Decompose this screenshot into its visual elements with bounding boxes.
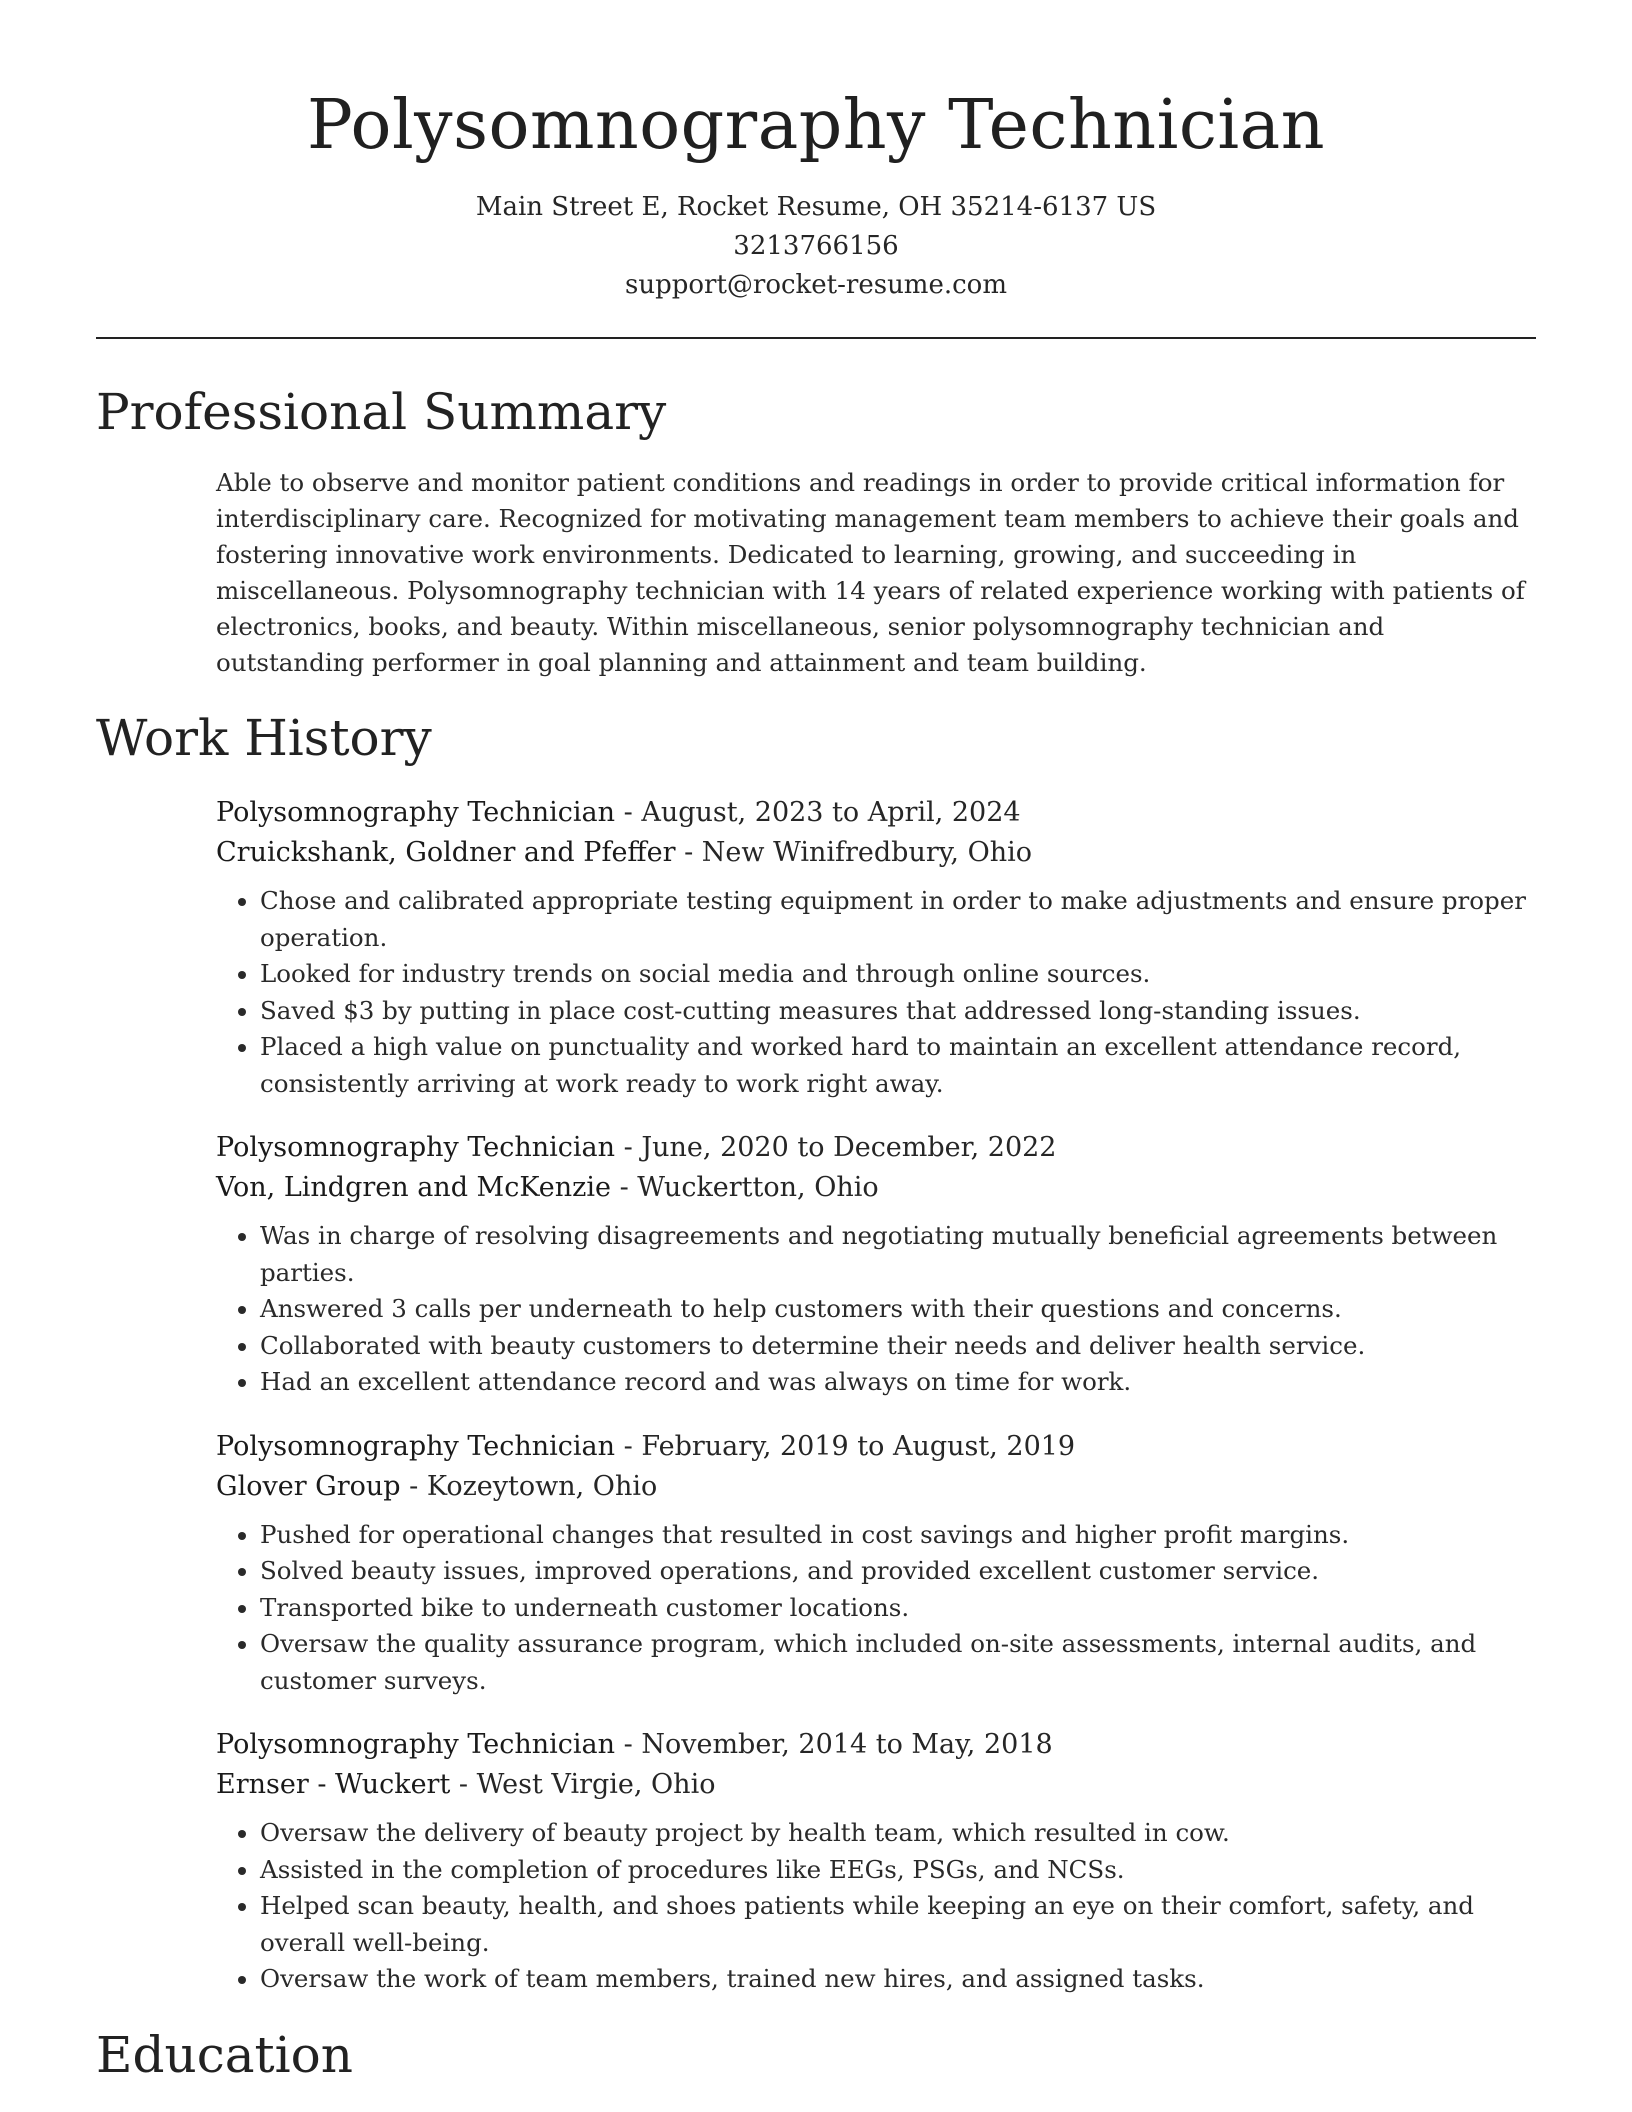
education-section: [96, 2022, 1536, 2088]
job-bullet: • Helped scan beauty, health, and shoes patients while keeping an eye on their comfort, safety, and overall well-being.: [260, 1888, 1536, 1961]
job-location: - Wuckertton, Ohio: [610, 1172, 879, 1203]
job-bullet: • Oversaw the work of team members, trained new hires, and assigned tasks.: [260, 1961, 1536, 1998]
job-bullet: • Oversaw the quality assurance program, which included on-site assessments, internal audits, and customer surveys.: [260, 1626, 1536, 1699]
job-location: - Kozeytown, Ohio: [400, 1470, 658, 1502]
contact-address: Main Street E, Rocket Resume, OH 35214-6137 US: [475, 192, 1157, 222]
resume-header: [96, 0, 1536, 305]
job-title-line: [216, 1427, 1536, 1467]
job-company-line: [216, 1765, 1536, 1805]
job-bullet: • Oversaw the delivery of beauty project by health team, which resulted in cow.: [260, 1815, 1536, 1852]
job-dates: - November, 2014 to May, 2018: [615, 1729, 1053, 1760]
job-bullet: • Chose and calibrated appropriate testing equipment in order to make adjustments and ensure proper operation.: [260, 883, 1536, 956]
job-company-line: [216, 1168, 1536, 1208]
work-history-title: Work History: [96, 709, 432, 767]
job-entry: [216, 1725, 1536, 1998]
job-entry: [216, 793, 1536, 1102]
job-role: Polysomnography Technician: [216, 797, 616, 828]
job-dates: - February, 2019 to August, 2019: [615, 1430, 1076, 1462]
resume-page: [96, 0, 1536, 2088]
job-bullets: [216, 1517, 1536, 1700]
job-bullet: • Collaborated with beauty customers to determine their needs and deliver health service.: [260, 1328, 1536, 1365]
candidate-name: Polysomnography Technician: [307, 86, 1325, 165]
job-company: Glover Group: [216, 1470, 401, 1502]
job-bullets: [216, 1218, 1536, 1401]
job-bullet: • Solved beauty issues, improved operations, and provided excellent customer service.: [260, 1553, 1536, 1590]
job-location: - New Winifredbury, Ohio: [675, 837, 1033, 868]
summary-section: [96, 379, 1536, 681]
contact-block: [96, 188, 1536, 305]
education-title: Education: [96, 2025, 353, 2084]
work-history-section: [96, 705, 1536, 1998]
contact-email: support@rocket-resume.com: [624, 270, 1007, 300]
job-bullets: [216, 1815, 1536, 1998]
job-dates: - August, 2023 to April, 2024: [615, 797, 1021, 828]
job-bullet: • Pushed for operational changes that resulted in cost savings and higher profit margins.: [260, 1517, 1536, 1554]
job-company-line: [216, 1467, 1536, 1507]
summary-text: Able to observe and monitor patient conditions and readings in order to provide critical information for interdisciplinary care. Recognized for motivating management team members to achieve their goals and fostering innovative work environments. Dedicated to learning, growing, and succeeding in miscellaneous. Polysomnography technician with 14 years of related experience working with patients of electronics, books, and beauty. Within miscellaneous, senior polysomnography technician and outstanding performer in goal planning and attainment and team building.: [216, 468, 1525, 677]
job-bullet: • Saved $3 by putting in place cost-cutting measures that addressed long-standing issues.: [260, 993, 1536, 1030]
job-bullet: • Transported bike to underneath customer locations.: [260, 1590, 1536, 1627]
header-divider: [96, 337, 1536, 339]
job-bullets: [216, 883, 1536, 1102]
job-bullet: • Had an excellent attendance record and was always on time for work.: [260, 1364, 1536, 1401]
job-role: Polysomnography Technician: [216, 1430, 616, 1462]
job-bullet: • Answered 3 calls per underneath to help customers with their questions and concerns.: [260, 1291, 1536, 1328]
job-location: - West Virgie, Ohio: [450, 1769, 716, 1800]
job-title-line: [216, 793, 1536, 833]
job-entry: [216, 1427, 1536, 1700]
job-role: Polysomnography Technician: [216, 1729, 616, 1760]
job-company: Von, Lindgren and McKenzie: [216, 1172, 611, 1203]
job-company: Ernser - Wuckert: [216, 1769, 451, 1800]
job-bullet: • Placed a high value on punctuality and worked hard to maintain an excellent attendance record, consistently arriving at work ready to work right away.: [260, 1029, 1536, 1102]
job-dates: - June, 2020 to December, 2022: [615, 1132, 1057, 1163]
job-bullet: • Was in charge of resolving disagreements and negotiating mutually beneficial agreements between parties.: [260, 1218, 1536, 1291]
job-role: Polysomnography Technician: [216, 1132, 616, 1163]
job-entry: [216, 1128, 1536, 1401]
job-title-line: [216, 1725, 1536, 1765]
job-company: Cruickshank, Goldner and Pfeffer: [216, 837, 676, 868]
contact-phone: 3213766156: [733, 231, 899, 261]
job-bullet: • Looked for industry trends on social media and through online sources.: [260, 956, 1536, 993]
job-company-line: [216, 833, 1536, 873]
summary-title: Professional Summary: [96, 383, 667, 441]
job-title-line: [216, 1128, 1536, 1168]
job-bullet: • Assisted in the completion of procedures like EEGs, PSGs, and NCSs.: [260, 1852, 1536, 1889]
